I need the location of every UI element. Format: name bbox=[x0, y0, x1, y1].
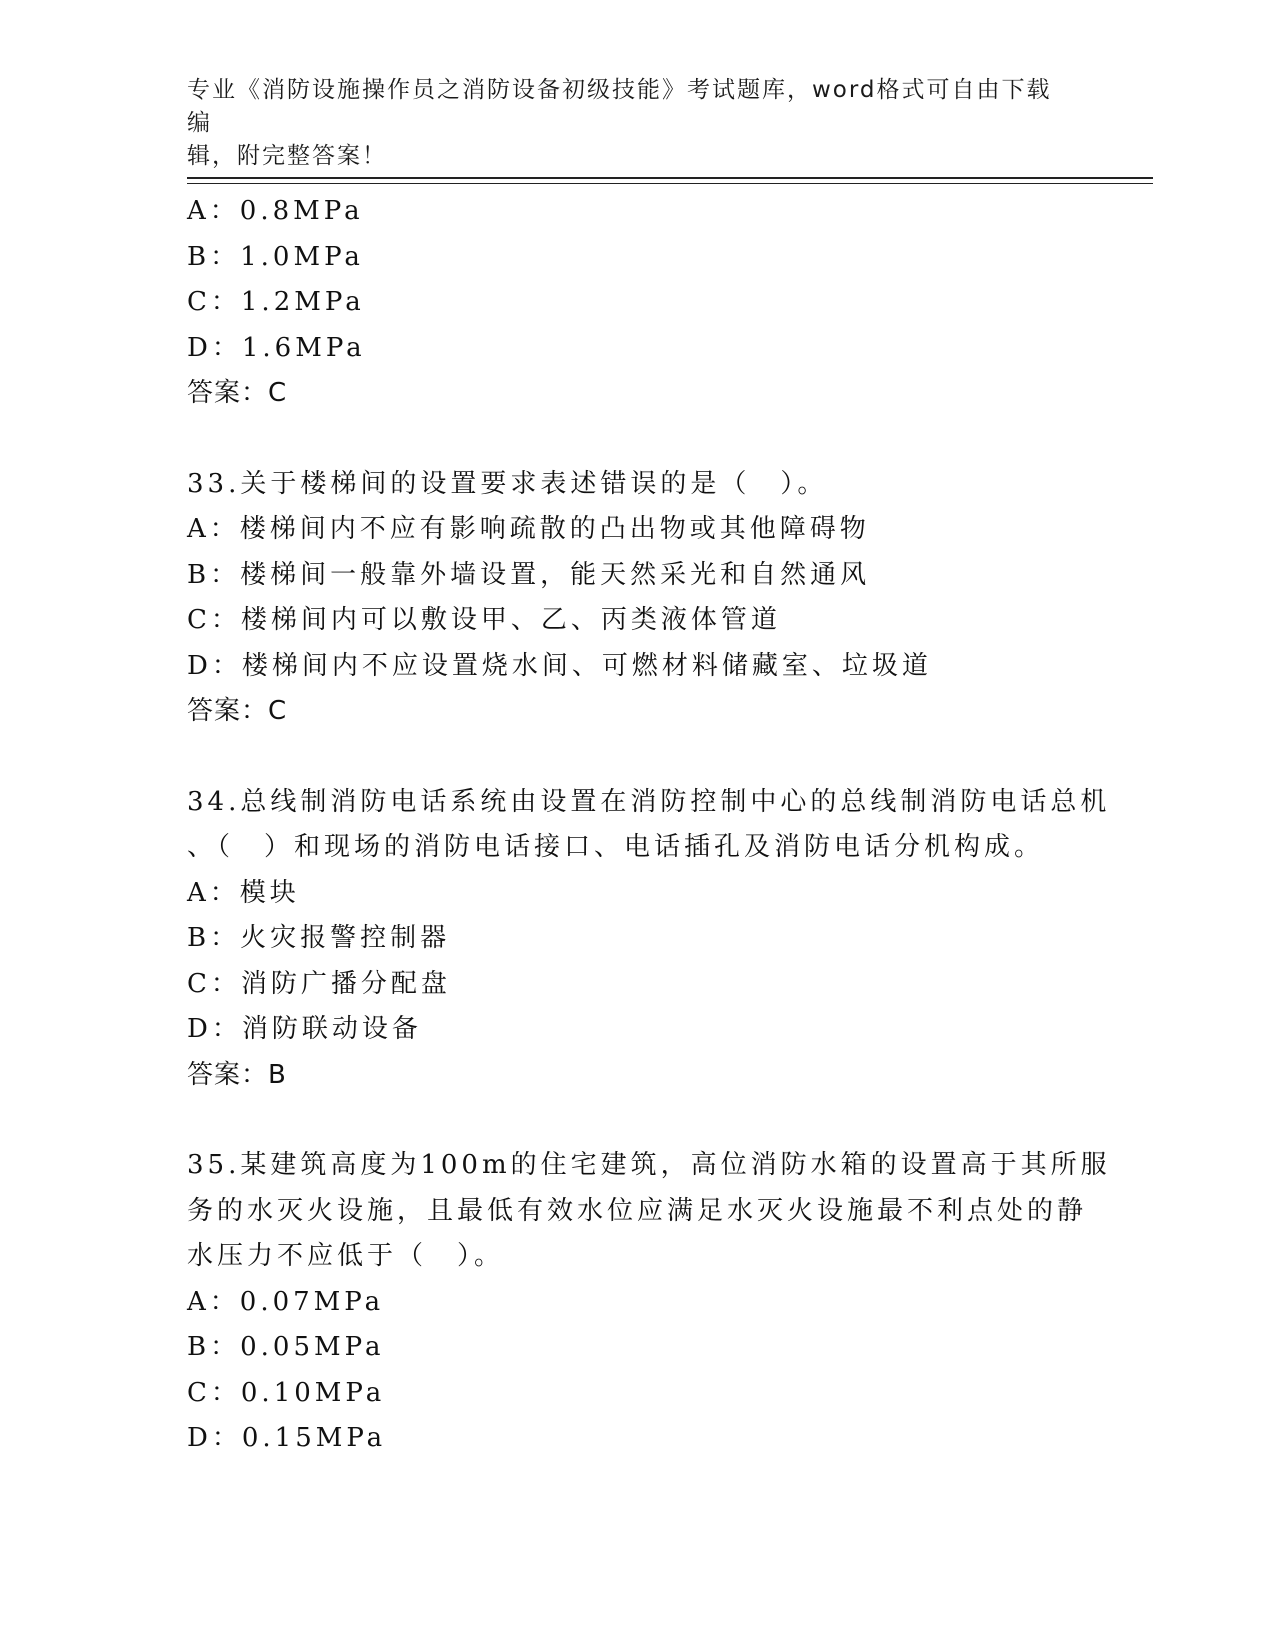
header-line-1: 专业《消防设施操作员之消防设备初级技能》考试题库，word格式可自由下载编 bbox=[187, 77, 1052, 136]
answer-line: 答案：C bbox=[187, 378, 288, 408]
spacer bbox=[187, 735, 1087, 780]
option-c: C：楼梯间内可以敷设甲、乙、丙类液体管道 bbox=[187, 605, 781, 635]
option-d: D：楼梯间内不应设置烧水间、可燃材料储藏室、垃圾道 bbox=[187, 650, 932, 681]
question-block-32 bbox=[187, 189, 1087, 417]
option-c: C：1.2MPa bbox=[187, 287, 365, 317]
answer-line: 答案：B bbox=[187, 1059, 287, 1090]
header-line-2: 辑，附完整答案！ bbox=[187, 143, 387, 169]
spacer bbox=[187, 417, 1087, 462]
option-b: B：1.0MPa bbox=[187, 241, 364, 272]
option-c: C：0.10MPa bbox=[187, 1377, 386, 1408]
header-rule-thick bbox=[187, 177, 1153, 179]
option-d: D：消防联动设备 bbox=[187, 1014, 422, 1044]
answer-line: 答案：C bbox=[187, 696, 288, 726]
question-stem-line-2: 、（ ）和现场的消防电话接口、电话插孔及消防电话分机构成。 bbox=[187, 832, 1045, 862]
question-stem-line-2: 务的水灭火设施，且最低有效水位应满足水灭火设施最不利点处的静 bbox=[187, 1195, 1088, 1226]
question-block-34 bbox=[187, 780, 1111, 1099]
option-a: A：0.8MPa bbox=[187, 196, 364, 226]
header-rule-thin bbox=[187, 183, 1153, 184]
document-header bbox=[187, 74, 1067, 173]
option-d: D：1.6MPa bbox=[187, 332, 366, 363]
option-b: B：0.05MPa bbox=[187, 1332, 385, 1362]
question-stem-line-3: 水压力不应低于（ ）。 bbox=[187, 1241, 505, 1271]
option-a: A：楼梯间内不应有影响疏散的凸出物或其他障碍物 bbox=[187, 514, 870, 544]
spacer bbox=[187, 1098, 1087, 1143]
option-d: D：0.15MPa bbox=[187, 1423, 387, 1453]
question-stem-line-1: 35.某建筑高度为100m的住宅建筑，高位消防水箱的设置高于其所服 bbox=[187, 1150, 1111, 1180]
question-stem: 33.关于楼梯间的设置要求表述错误的是（ ）。 bbox=[187, 468, 828, 499]
option-c: C：消防广播分配盘 bbox=[187, 968, 451, 999]
option-b: B：火灾报警控制器 bbox=[187, 923, 451, 953]
question-list bbox=[187, 189, 1111, 1462]
question-stem-line-1: 34.总线制消防电话系统由设置在消防控制中心的总线制消防电话总机 bbox=[187, 786, 1111, 817]
option-a: A：模块 bbox=[187, 877, 300, 908]
question-block-35 bbox=[187, 1143, 1111, 1462]
option-a: A：0.07MPa bbox=[187, 1286, 385, 1317]
question-block-33 bbox=[187, 462, 1087, 735]
option-b: B：楼梯间一般靠外墙设置，能天然采光和自然通风 bbox=[187, 559, 871, 590]
